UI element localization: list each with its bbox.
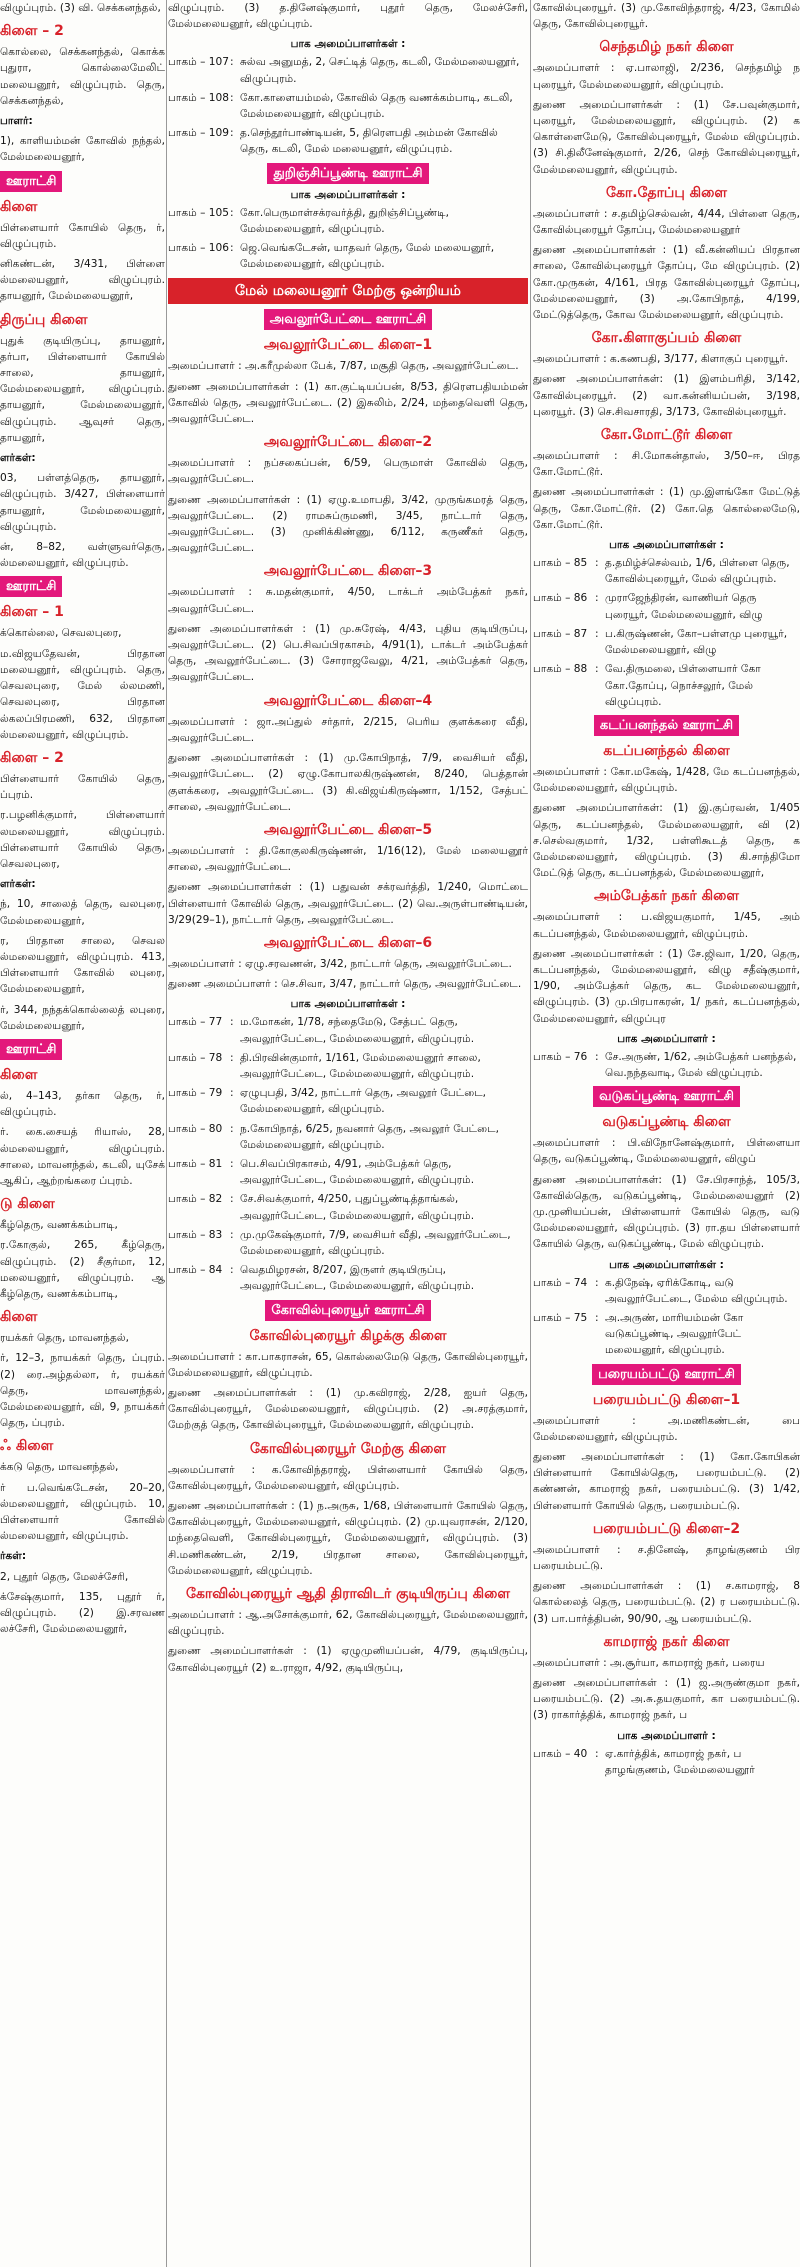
body-text: துணை அமைப்பாளர் : செ.சிவா, 3/47, நாட்டார் தெரு, அவலூர்பேட்டை. [168,978,522,991]
colon-separator: : [595,592,599,605]
body-text: ம.விஜயதேவன், பிரதான மலையனூர், விழுப்புரம். தெரு, செவலபுரை, மேல் ல்லமணி, செவலபுரை, பிரதான ல்கலப்பிரமணி, 632, பிரதான ல்மலையனூர், விழுப்புரம். [0,647,165,741]
booth-person: சே.அருண், 1/62, அம்பேத்கர் பனந்தல், வெ.நந்தவாடி, மேல் விழுப்புரம். [605,1050,797,1079]
booth-row [168,90,528,122]
branch-heading: கடப்பனந்தல் கிளை [603,742,730,759]
branch-heading: அவலூர்பேட்டை கிளை–5 [263,821,433,838]
section-subtitle: பாக அமைப்பாளர் : [617,1032,716,1045]
booth-person: த.தமிழ்ச்செல்வம், 1/6, பிள்ளை தெரு, கோவில்புரையூர், மேல் விழுப்புரம். [605,557,790,586]
booth-number: பாகம் – 86 [533,592,588,605]
colon-separator: : [230,242,234,255]
body-text: துணை அமைப்பாளர்கள்: (1) இ.குப்ரவன், 1/405 தெரு, கடப்பனந்தல், மேல்மலையனூர், வி (2) ச.செல்வகுமார், 1/32, பள்ளிகூடத் தெரு, க மேல்மலையனூர், விழுப்புரம். (3) கி.சாந்திமோ மேட்டுத் தெரு, கடப்பனந்தல், மேல்மலையனூர், [533,802,800,880]
booth-number: பாகம் – 74 [533,1276,588,1289]
booth-person: ஏழுபுபதி, 3/42, நாட்டார் தெரு, அவலூர் பேட்டை, மேல்மலையனூர், விழுப்புரம். [240,1087,487,1116]
panchayat-label: அவலூர்பேட்டை ஊராட்சி [264,309,432,330]
booth-number: பாகம் – 83 [168,1228,223,1241]
booth-number: பாகம் – 88 [533,663,588,676]
booth-row [168,240,528,272]
body-text: அமைப்பாளர் : ஏ.பாலாஜி, 2/236, செந்தமிழ் ந புரையூர், மேல்மலையனூர், விழுப்புரம். [533,62,800,91]
booth-person: ம.மோகன், 1/78, சந்தைமேடு, சேத்பட் தெரு, அவலூர்பேட்டை, மேல்மலையனூர், விழுப்புரம். [240,1016,475,1045]
body-text: ந், 10, சாலைத் தெரு, வலபுரை, மேல்மலையனூர், [0,898,165,927]
branch-heading: அவலூர்பேட்டை கிளை–6 [263,934,433,951]
body-text: 03, பள்ளத்தெரு, தாயனூர், விழுப்புரம். 3/427, பிள்ளையார் தாயனூர், மேல்மலையனூர், விழுப்புரம். [0,472,165,533]
booth-number: பாகம் – 82 [168,1193,223,1206]
panchayat-label: ஊராட்சி [0,171,62,192]
body-text: அமைப்பாளர் : அ.சூர்யா, காமராஜ் நகர், பரைய [533,1656,765,1669]
body-text: துணை அமைப்பாளர்கள் : (1) கோ.கோபிகன் பிள்ளையார் கோயில்தெரு, பரையம்பட்டு. (2) கண்ணன், காமராஜ் நகர், பரையம்பட்டு. (3) 1/42, பிள்ளையார் கோயில் தெரு, பரையம்பட்டு. [533,1451,800,1512]
body-text: ர் ப.வெங்கடேசன், 20–20, ல்மலையனூர், விழுப்புரம். 10, பிள்ளையார் கோவில் ல்மலையனூர், விழுப்புரம். [0,1481,165,1543]
body-text: அமைப்பாளர் : சி.மோகன்தாஸ், 3/50–ஈ, பிரத கோ.மோட்டூர். [533,450,800,479]
body-text: கீழ்தெரு, வணக்கம்பாடி, [0,1219,118,1232]
booth-number: பாகம் – 107 [168,56,229,69]
colon-separator: : [230,1122,234,1135]
panchayat-label: பரையம்பட்டு ஊராட்சி [592,1364,741,1385]
booth-person: வே.திருமலை, பிள்ளையார் கோ கோ.தோப்பு, நொச்சலூர், மேல் விழுப்புரம். [605,663,761,708]
body-text: அமைப்பாளர் : ஆ.அசோக்குமார், 62, கோவில்புரையூர், மேல்மலையனூர், விழுப்புரம். [168,1609,528,1638]
section-subtitle: பாக அமைப்பாளர்கள் : [290,38,406,51]
body-text: னிகண்டன், 3/431, பிள்ளை ல்மலையனூர், விழுப்புரம். தாயனூர், மேல்மலையனூர், [0,258,165,303]
booth-row [168,54,528,86]
column-left [0,0,165,2267]
branch-heading: கோவில்புரையூர் கிழக்கு கிளை [249,1327,447,1344]
booth-row [533,1310,800,1359]
booth-row [533,590,800,622]
booth-list [533,1746,800,1778]
branch-heading: செந்தமிழ் நகர் கிளை [599,39,734,56]
colon-separator: : [595,1747,599,1760]
body-text: பிள்ளையார் கோயில் தெரு, ப்புரம். [0,772,165,802]
body-text: க்சேஷ்குமார், 135, புதூர் ர், விழுப்புரம். (2) இ.சரவண லச்சேரி, மேல்மலையனூர், [0,1590,165,1636]
body-text: துணை அமைப்பாளர்கள்: (1) இளம்பரிதி, 3/142, கோவில்புரையூர். (2) வா.கன்னியப்பன், 3/198, புரையூர். (3) செ.சிவசாரதி, 3/173, கோவில்புரையூர். [533,373,800,418]
body-text: துணை அமைப்பாளர்கள் : (1) ச.காமராஜ், 8 கொல்லைத் தெரு, பரையம்பட்டு. (2) ர பரையம்பட்டு. (3) பா.பார்த்திபன், 90/90, ஆ பரையம்பட்டு. [533,1580,800,1625]
colon-separator: : [595,627,599,640]
branch-heading: கோ.தோப்பு கிளை [606,184,727,201]
booth-row [168,1050,528,1082]
booth-number: பாகம் – 76 [533,1050,588,1063]
subheading: ளர்கள்: [0,452,36,465]
body-text: 1), காளியம்மன் கோவில் நந்தல், மேல்மலையனூர், [0,135,165,164]
booth-row [533,661,800,710]
colon-separator: : [595,1311,599,1324]
branch-heading: கோவில்புரையூர் மேற்கு கிளை [249,1440,447,1457]
body-text: ர.கோகுல், 265, கீழ்தெரு, விழுப்புரம். (2) சீகுர்மா, 12, மலையனூர், விழுப்புரம். ஆ கீழ்தெரு, வணக்கம்பாடி, [0,1239,165,1300]
body-text: துணை அமைப்பாளர்கள் : (1) வீ.கன்னியப் பிரதான சாலை, கோவில்புரையூர் தோப்பு, மே விழுப்புரம். (2) கோ.முருகன், 4/161, பிரத கோவில்புரையூர் தோப்பு, மேல்மலையனூர், (3) அ.கோபிநாத், 4/199, மேட்டுத்தெரு, கோவ மேல்மலையனூர், விழுப்புரம். [533,244,800,322]
branch-heading: கிளை – 2 [0,749,64,766]
body-text: புதுக் குடியிருப்பு, தாயனூர், தர்பா, பிள்ளையார் கோயில் சாலை, தாயனூர், மேல்மலையனூர், விழுப்புரம். தாயனூர், மேல்மலையனூர், விழுப்புரம். ஆவுசர் தெரு, தாயனூர், [0,334,165,444]
booth-list [168,54,528,157]
booth-number: பாகம் – 77 [168,1016,223,1029]
colon-separator: : [230,206,234,219]
section-subtitle: பாக அமைப்பாளர்கள் : [290,998,406,1011]
booth-person: ஜெ.வெங்கடேசன், யாதவர் தெரு, மேல் மலையனூர், மேல்மலையனூர், விழுப்புரம். [240,242,495,271]
booth-number: பாகம் – 40 [533,1747,588,1760]
booth-person: ந.கோபிநாத், 6/25, நவனார் தெரு, அவலூர் பேட்டை, மேல்மலையனூர், விழுப்புரம். [240,1122,499,1151]
booth-number: பாகம் – 79 [168,1087,223,1100]
booth-row [533,1049,800,1081]
booth-person: சுல்வ அனுமத், 2, செட்டித் தெரு, கடலி, மேல்மலையனூர், விழுப்புரம். [240,56,520,85]
union-banner: மேல் மலையனூர் மேற்கு ஒன்றியம் [168,278,528,304]
booth-person: முராஜேந்திரன், வாணியர் தெரு புரையூர், மேல்மலையனூர், விழு [605,592,763,621]
booth-number: பாகம் – 87 [533,627,588,640]
body-text: அமைப்பாளர் : ஜா.அப்துல் சர்தார், 2/215, பெரிய குளக்கரை வீதி, அவலூர்பேட்டை. [168,715,528,744]
branch-heading: அவலூர்பேட்டை கிளை–4 [263,692,433,709]
body-text: அமைப்பாளர் : க.கணபதி, 3/177, கிளாகுப் புரையூர். [533,353,789,366]
booth-person: ப.கிருஷ்ணன், கோ–பள்ளமு புரையூர், மேல்மலையனூர், விழு [605,627,788,657]
colon-separator: : [230,1087,234,1100]
colon-separator: : [230,127,234,140]
body-text: க்கொல்லை, செவலபுரை, [0,627,122,640]
branch-heading: கோ.மோட்டூர் கிளை [600,427,733,444]
colon-separator: : [230,56,234,69]
body-text: ன், 8–82, வள்ளுவர்தெரு, ல்மலையனூர், விழுப்புரம். [0,541,165,570]
body-text: அமைப்பாளர் : ச.தமிழ்செல்வன், 4/44, பிள்ளை தெரு, கோவில்புரையூர் தோப்பு, மேல்மலையனூர் [533,207,800,237]
column-divider-1 [166,0,167,2267]
branch-heading: வடுகப்பூண்டி கிளை [602,1114,731,1131]
body-text: துணை அமைப்பாளர்கள் : (1) ந.அருசு, 1/68, பிள்ளையார் கோயில் தெரு, கோவில்புரையூர், மேல்மலையனூர், விழுப்புரம். (2) மு.யுவராசன், 2/120, மந்தைவெளி, கோவில்புரையூர், மேல்மலையனூர், விழுப்புரம். (3) சி.மணிகண்டன், 2/19, பிரதான சாலை, கோவில்புரையூர், மேல்மலையனூர், விழுப்புரம். [168,1500,528,1577]
branch-heading: பரையம்பட்டு கிளை–2 [592,1520,741,1537]
branch-heading: கோ.கிளாகுப்பம் கிளை [591,330,742,347]
branch-heading: கிளை [0,1066,38,1083]
body-text: துணை அமைப்பாளர்கள் : (1) சே.பவுன்குமார், புரையூர், மேல்மலையனூர், விழுப்புரம். (2) க கொள்ளைமேடு, கோவில்புரையூர், மேல்ம விழுப்புரம். (3) சி.திலீனேஷ்குமார், 2/26, செந் கோவில்புரையூர், மேல்மலையனூர், விழுப்புரம். [533,98,800,176]
branch-heading: அவலூர்பேட்டை கிளை–2 [263,434,433,451]
body-text: கோவில்புரையூர். (3) மு.கோவிந்தராஜ், 4/23, கோமில் தெரு, கோவில்புரையூர். [533,2,800,31]
body-text: அமைப்பாளர் : ஏழு.சரவணன், 3/42, நாட்டார் தெரு, அவலூர்பேட்டை. [168,957,512,970]
booth-person: பெ.சிவப்பிரகாசம், 4/91, அம்பேத்கர் தெரு, அவலூர்பேட்டை, மேல்மலையனூர், விழுப்புரம். [240,1157,475,1187]
section-subtitle: பாக அமைப்பாளர் : [617,1729,716,1742]
body-text: கொல்லை, செக்கனந்தல், கொக்க புதுரா, கொல்லைமேலிட் மலையனூர், விழுப்புரம். தெரு, செக்கனந்தல், [0,46,165,107]
colon-separator: : [595,1276,599,1289]
section-subtitle: பாக அமைப்பாளர்கள் : [290,188,406,201]
column-divider-2 [530,0,531,2267]
booth-person: மு.முகேஷ்குமார், 7/9, வைசியர் வீதி, அவலூர்பேட்டை, மேல்மலையனூர், விழுப்புரம். [240,1228,511,1257]
booth-person: அ.அருண், மாரியம்மன் கோ வடுகப்பூண்டி, அவலூர்பேட் மலையனூர், விழுப்புரம். [605,1311,744,1357]
body-text: ர். கை.சையத் ரியாஸ், 28, ல்மலையனூர், விழுப்புரம். சாலை, மாவனந்தல், கடலி, யுசேக் ஆகிப், ஆற்றங்கரை ப்புரம். [0,1126,165,1187]
booth-number: பாகம் – 75 [533,1311,588,1324]
booth-list [168,205,528,273]
section-subtitle: பாக அமைப்பாளர்கள் : [609,539,724,552]
column-middle [168,0,528,2267]
booth-number: பாகம் – 81 [168,1157,223,1170]
branch-heading: திருப்பு கிளை [0,311,88,328]
booth-list [168,1014,528,1294]
body-text: விழுப்புரம். (3) வி. செக்கனந்தல், [0,2,161,14]
colon-separator: : [595,557,599,570]
body-text: துணை அமைப்பாளர்கள் : (1) கா.குட்டியப்பன், 8/53, திரௌபதியம்மன் கோவில் தெரு, அவலூர்பேட்டை. (2) இசுலிம், 2/24, மந்தைவெளி தெரு, அவலூர்பேட்டை. [168,380,528,426]
colon-separator: : [230,1051,234,1064]
branch-heading: அம்பேத்கர் நகர் கிளை [594,888,739,905]
booth-row [168,1085,528,1117]
column-right [533,0,800,2267]
booth-list [533,555,800,710]
body-text: துணை அமைப்பாளர்கள் : (1) மு.கவிராஜ், 2/28, ஐயர் தெரு, கோவில்புரையூர், மேல்மலையனூர், விழுப்புரம். (2) அ.சரத்குமார், மேற்குத் தெரு, கோவில்புரையூர், மேல்மலையனூர், விழுப்புரம். [168,1386,528,1432]
branch-heading: கோவில்புரையூர் ஆதி திராவிடர் குடியிருப்பு கிளை [186,1586,510,1603]
body-text: விழுப்புரம். (3) த.தினேஷ்குமார், புதூர் தெரு, மேலச்சேரி, மேல்மலையனூர், விழுப்புரம். [168,2,528,31]
branch-heading: அவலூர்பேட்டை கிளை–1 [263,337,433,354]
booth-number: பாகம் – 105 [168,206,229,219]
body-text: அமைப்பாளர் : அ.மணிகண்டன், பை மேல்மலையனூர், விழுப்புரம். [533,1414,800,1443]
booth-row [168,1156,528,1188]
booth-number: பாகம் – 78 [168,1051,223,1064]
body-text: அமைப்பாளர் : கா.பாகராசன், 65, கொல்லைமேடு தெரு, கோவில்புரையூர், மேல்மலையனூர், விழுப்புரம். [168,1350,528,1379]
booth-person: த.செந்தூர்பாண்டியன், 5, திரௌபதி அம்மன் கோவில் தெரு, கடலி, மேல் மலையனூர், விழுப்புரம். [240,127,498,156]
body-text: துணை அமைப்பாளர்கள் : (1) பதுவன் சக்ரவர்த்தி, 1/240, மொட்டை பிள்ளையார் கோவில் தெரு, அவலூர்பேட்டை. (2) வெ.அருள்பாண்டியன், 3/29(29–1), நாட்டார் தெரு, அவலூர்பேட்டை. [168,881,528,926]
subheading: ர்கள்: [0,1550,27,1563]
body-text: துணை அமைப்பாளர்கள் : (1) மு.சுரேஷ், 4/43, புதிய குடியிருப்பு, அவலூர்பேட்டை. (2) பெ.சிவப்பிரகாசம், 4/91(1), டாக்டர் அம்பேத்கர் தெரு, அவலூர்பேட்டை. (3) சோராஜவேலு, 4/21, அம்பேத்கர் தெரு, அவலூர்பேட்டை. [168,622,528,684]
body-text: அமைப்பாளர் : நப்சகைப்பன், 6/59, பெருமாள் கோவில் தெரு, அவலூர்பேட்டை. [168,457,528,486]
body-text: துணை அமைப்பாளர்கள் : (1) மு.இளங்கோ மேட்டுத் தெரு, கோ.மோட்டூர். (2) கோ.தெ கொல்லைமேடு, கோ.மோட்டூர். [533,486,800,531]
branch-heading: ஃ கிளை [0,1438,54,1455]
branch-heading: பரையம்பட்டு கிளை–1 [592,1391,741,1408]
booth-person: ஏ.கார்த்திக், காமராஜ் நகர், ப தாழங்குணம், மேல்மலையனூர் [605,1747,755,1776]
panchayat-label: ஊராட்சி [0,576,62,597]
booth-person: சே.சிவக்குமார், 4/250, புதுப்பூண்டித்தாங்கல், அவலூர்பேட்டை, மேல்மலையனூர், விழுப்புரம். [240,1193,475,1222]
body-text: க்கடு தெரு, மாவனந்தல், [0,1461,119,1474]
booth-number: பாகம் – 80 [168,1122,223,1135]
booth-person: வெதமிழரசன், 8/207, இருளர் குடியிருப்பு, அவலூர்பேட்டை, மேல்மலையனூர், விழுப்புரம். [240,1264,475,1293]
body-text: 2, புதூர் தெரு, மேலச்சேரி, [0,1570,129,1583]
booth-row [168,1262,528,1294]
branch-heading: கிளை – 2 [0,23,64,40]
body-text: துணை அமைப்பாளர்கள் : (1) ஏழு.உமாபதி, 3/42, முருங்கமரத் தெரு, அவலூர்பேட்டை. (2) ராமசுப்ருமணி, 3/45, நாட்டார் தெரு, அவலூர்பேட்டை. (3) முனிக்கிண்ணு, 6/112, கருணீகர் தெரு, அவலூர்பேட்டை. [168,493,528,555]
body-text: துணை அமைப்பாளர்கள் : (1) மு.கோபிநாத், 7/9, வைசியர் வீதி, அவலூர்பேட்டை. (2) ஏழு.கோபாலகிருஷ்ணன், 8/240, பெத்தான் குளக்கரை, அவலூர்பேட்டை. (3) கி.விஜய்கிருஷ்ணா, 1/152, சேத்பட் சாலை, அவலூர்பேட்டை. [168,752,528,813]
booth-row [533,1275,800,1307]
body-text: ர, பிரதான சாலை, செவல ல்மலையனூர், விழுப்புரம். 413, பிள்ளையார் கோவில் லபுரை, மேல்மலையனூர், [0,934,165,996]
booth-number: பாகம் – 106 [168,242,229,255]
booth-number: பாகம் – 109 [168,127,229,140]
body-text: ர், 344, நந்தக்கொல்லைத் லபுரை, மேல்மலையனூர், [0,1003,165,1032]
booth-row [533,555,800,587]
panchayat-label: கடப்பனந்தல் ஊராட்சி [594,715,739,736]
booth-row [168,1121,528,1153]
booth-row [533,626,800,658]
body-text: அமைப்பாளர் : கோ.மகேஷ், 1/428, மே கடப்பனந்தல், மேல்மலையனூர், விழுப்புரம். [533,765,800,795]
booth-list [533,1049,800,1081]
booth-row [168,1227,528,1259]
booth-row [533,1746,800,1778]
subheading: பாளர்: [0,115,33,128]
colon-separator: : [595,663,599,676]
body-text: அமைப்பாளர் : சு.மதன்குமார், 4/50, டாக்டர் அம்பேத்கர் நகர், அவலூர்பேட்டை. [168,586,528,615]
body-text: துணை அமைப்பாளர்கள்: (1) சே.பிரசாந்த், 105/3, கோவில்தெரு, வடுகப்பூண்டி, மேல்மலையனூர் (2) மு.முனியப்பன், பிள்ளையார் கோயில் தெரு, வடு மேல்மலையனூர், விழுப்புரம். (3) ரா.தய பிள்ளையார் கோயில் தெரு, வடுகப்பூண்டி, மேல் விழுப்புரம். [533,1173,800,1251]
body-text: ர.பழனிக்குமார், பிள்ளையார் லமலையனூர், விழுப்புரம். பிள்ளையார் கோயில் தெரு, செவலபுரை, [0,809,165,870]
panchayat-label: வடுகப்பூண்டி ஊராட்சி [593,1086,740,1107]
colon-separator: : [230,91,234,104]
booth-person: கோ.காளையம்மல், கோவில் தெரு வணக்கம்பாடி, கடலி, மேல்மலையனூர், விழுப்புரம். [240,91,513,121]
branch-heading: காமராஜ் நகர் கிளை [603,1633,730,1650]
colon-separator: : [230,1228,234,1241]
panchayat-label: துறிஞ்சிப்பூண்டி ஊராட்சி [267,163,428,184]
colon-separator: : [230,1193,234,1206]
branch-heading: கிளை [0,198,38,215]
section-subtitle: பாக அமைப்பாளர்கள் : [609,1258,724,1271]
subheading: ளர்கள்: [0,878,36,891]
booth-person: க.திநேஷ், ஏரிக்கோடி, வடு அவலூர்பேட்டை, மேல்ம விழுப்புரம். [605,1276,788,1305]
body-text: ல், 4–143, தர்கா தெரு, ர், விழுப்புரம். [0,1089,165,1119]
booth-row [168,1014,528,1046]
booth-row [168,1191,528,1223]
panchayat-label: கோவில்புரையூர் ஊராட்சி [265,1300,430,1321]
branch-heading: கிளை [0,1309,38,1326]
body-text: ர், 12–3, நாயக்கர் தெரு, ப்புரம். (2) ரை.அழ்தல்லா, ர், ரயக்கர் தெரு, மாவனந்தல், மேல்மலையனூர், வி, 9, நாயக்கர் தெரு, ப்புரம். [0,1352,165,1430]
branch-heading: கிளை – 1 [0,604,64,621]
body-text: அமைப்பாளர் : ப.விஜயகுமார், 1/45, அம் கடப்பனந்தல், மேல்மலையனூர், விழுப்புரம். [533,911,800,940]
colon-separator: : [595,1050,599,1063]
branch-heading: டு கிளை [0,1196,55,1213]
booth-row [168,125,528,157]
body-text: அமைப்பாளர் : அ.கரீமுல்லா பேக், 7/87, மசூதி தெரு, அவலூர்பேட்டை. [168,360,519,373]
booth-number: பாகம் – 108 [168,91,229,104]
body-text: துணை அமைப்பாளர்கள் : (1) ஏழுமுனியப்பன், 4/79, குடியிருப்பு, கோவில்புரையூர் (2) உ.ராஜா, 4/92, குடியிருப்பு, [168,1645,528,1674]
body-text: துணை அமைப்பாளர்கள் : (1) ஜ.அருண்குமா நகர், பரையம்பட்டு. (2) அ.சு.தயகுமார், கா பரையம்பட்டு. (3) ராகார்த்திக், காமராஜ் நகர், ப [533,1677,800,1722]
booth-list [533,1275,800,1359]
booth-person: தி.பிரவின்குமார், 1/161, மேல்மலையனூர் சாலை, அவலூர்பேட்டை, மேல்மலையனூர், விழுப்புரம். [240,1051,481,1080]
body-text: பிள்ளையார் கோயில் தெரு, ர், விழுப்புரம். [0,221,165,250]
colon-separator: : [230,1016,234,1029]
booth-number: பாகம் – 85 [533,557,588,570]
body-text: ரயக்கர் தெரு, மாவனந்தல், [0,1332,130,1345]
body-text: துணை அமைப்பாளர்கள் : (1) சே.ஜிவா, 1/20, தெரு, கடப்பனந்தல், மேல்மலையனூர், விழு சதீஷ்குமார், 1/90, அம்பேத்கர் தெரு, கட மேல்மலையனூர், விழுப்புரம். (3) மு.பிரபாகரன், 1/ நகர், கடப்பனந்தல், மேல்மலையனூர், விழுப்புர [533,947,800,1025]
colon-separator: : [230,1264,234,1277]
booth-row [168,205,528,237]
branch-heading: அவலூர்பேட்டை கிளை–3 [263,563,433,580]
colon-separator: : [230,1157,234,1170]
body-text: அமைப்பாளர் : க.கோவிந்தராஜ், பிள்ளையார் கோயில் தெரு, கோவில்புரையூர், மேல்மலையனூர், விழுப்புரம். [168,1463,528,1492]
body-text: அமைப்பாளர் : ச.தினேஷ், தாழங்குணம் பிர பரையம்பட்டு. [533,1543,800,1573]
body-text: அமைப்பாளர் : தி.கோகுலகிருஷ்ணன், 1/16(12), மேல் மலையனூர் சாலை, அவலூர்பேட்டை. [168,844,528,874]
booth-person: கோ.பெருமாள்சக்ரவர்த்தி, துறிஞ்சிப்பூண்டி, மேல்மலையனூர், விழுப்புரம். [240,206,449,235]
panchayat-label: ஊராட்சி [0,1039,62,1060]
booth-number: பாகம் – 84 [168,1264,223,1277]
body-text: அமைப்பாளர் : பி.விநோனேஷ்குமார், பிள்ளையா தெரு, வடுகப்பூண்டி, மேல்மலையனூர், விழுப் [533,1137,800,1166]
